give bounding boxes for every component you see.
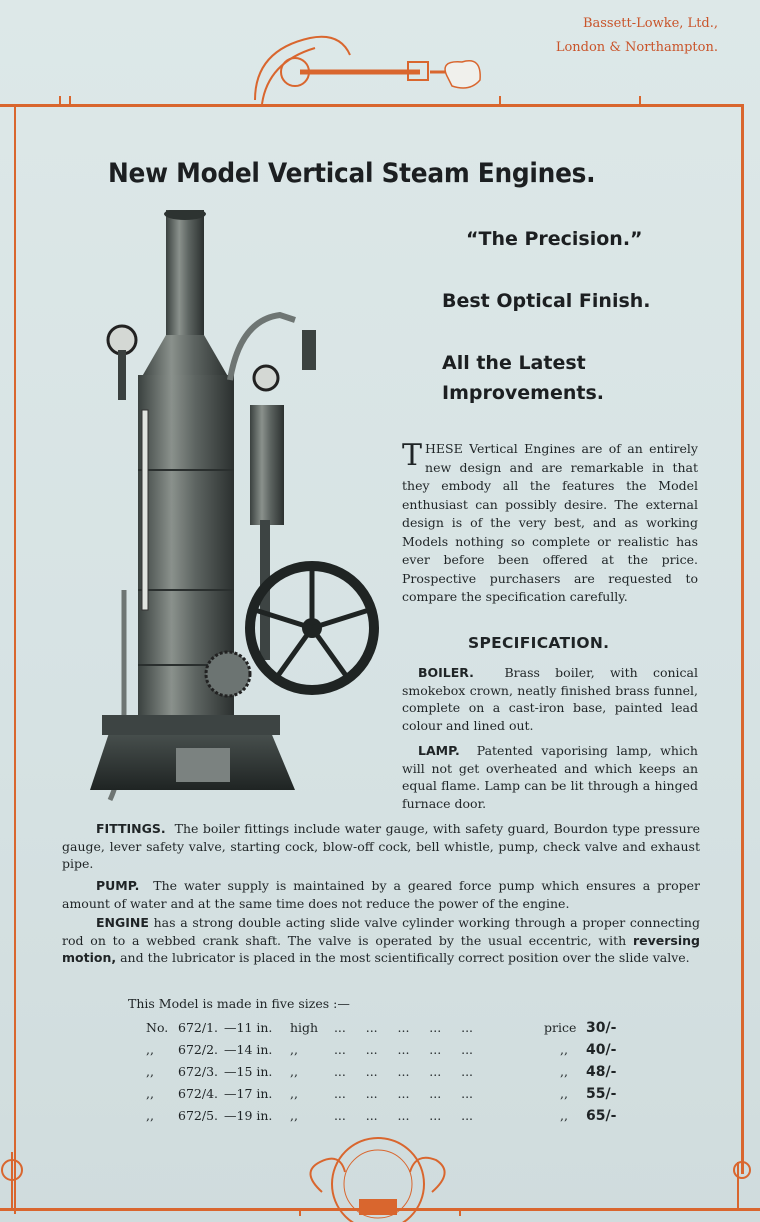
publisher-location: London & Northampton. (555, 40, 718, 55)
size-prefix: ,, (146, 1064, 154, 1079)
size-price-label: ,, (560, 1108, 568, 1123)
size-leader: ... ... ... ... ... (326, 1064, 474, 1079)
size-unit: ,, (290, 1064, 298, 1079)
size-prefix: No. (146, 1020, 169, 1035)
lamp-paragraph (402, 742, 698, 812)
size-height: —15 in. (224, 1064, 273, 1079)
drop-cap: T (402, 438, 423, 473)
pump-label: PUMP. (96, 878, 140, 893)
size-number: 672/4. (178, 1086, 218, 1101)
page-title: New Model Vertical Steam Engines. (108, 158, 596, 189)
engine-emphasis: reversing motion, (62, 932, 700, 965)
left-border (14, 104, 16, 1214)
size-prefix: ,, (146, 1042, 154, 1057)
size-leader: ... ... ... ... ... (326, 1086, 474, 1101)
size-leader: ... ... ... ... ... (326, 1108, 474, 1123)
size-leader: ... ... ... ... ... (326, 1020, 474, 1035)
size-number: 672/1. (178, 1020, 218, 1035)
size-leader: ... ... ... ... ... (326, 1042, 474, 1057)
tagline-improvements: Improvements. (442, 382, 604, 404)
size-unit: high (290, 1020, 319, 1035)
publisher-name: Bassett-Lowke, Ltd., (582, 16, 718, 31)
fittings-label: FITTINGS. (96, 821, 166, 836)
engine-label: ENGINE (96, 915, 149, 930)
tagline-finish: Best Optical Finish. (442, 290, 651, 312)
size-price-label: ,, (560, 1042, 568, 1057)
size-price: 55/- (586, 1086, 617, 1102)
size-unit: ,, (290, 1042, 298, 1057)
lamp-label: LAMP. (418, 743, 460, 758)
size-height: —14 in. (224, 1042, 273, 1057)
size-height: —19 in. (224, 1108, 273, 1123)
engine-text-after: and the lubricator is placed in the most scientifically correct position over the slide valve. (120, 950, 690, 965)
size-number: 672/3. (178, 1064, 218, 1079)
engine-paragraph (62, 914, 700, 967)
size-height: —11 in. (224, 1020, 273, 1035)
boiler-text: Brass boiler, with conical smokebox crown, neatly finished brass funnel, complete on a cast-iron base, painted lead colour and lined out. (402, 665, 699, 733)
size-price-label: ,, (560, 1064, 568, 1079)
tagline-latest: All the Latest (442, 352, 586, 374)
pump-paragraph (62, 877, 700, 912)
tagline-precision: “The Precision.” (466, 228, 643, 250)
sizes-intro: This Model is made in five sizes :— (128, 996, 350, 1011)
size-prefix: ,, (146, 1108, 154, 1123)
size-price: 65/- (586, 1108, 617, 1124)
size-unit: ,, (290, 1108, 298, 1123)
size-height: —17 in. (224, 1086, 273, 1101)
size-price: 30/- (586, 1020, 617, 1036)
size-price-label: price (544, 1020, 577, 1035)
size-row (146, 1086, 636, 1108)
engine-text-before: has a strong double acting slide valve cylinder working through a proper connecting rod on to a webbed crank shaft. The valve is operated by the usual eccentric, with (62, 915, 700, 948)
size-number: 672/2. (178, 1042, 218, 1057)
size-prefix: ,, (146, 1086, 154, 1101)
fittings-paragraph (62, 820, 700, 873)
size-row (146, 1064, 636, 1086)
boiler-label: BOILER. (418, 665, 474, 680)
size-row (146, 1108, 636, 1130)
publisher-imprint (556, 12, 718, 60)
intro-text: HESE Vertical Engines are of an entirely new design and are remarkable in that they embody all the features the Model enthusiast can possibly desire. The external design is of the very best, and as working Models nothing so complete or realistic has ever before been offered at the price. Prospective purchasers are requested to compare the specification carefully. (402, 441, 698, 604)
right-border (741, 104, 744, 1174)
fittings-text: The boiler fittings include water gauge, with safety guard, Bourdon type pressure gauge, lever safety valve, starting cock, blow-off cock, bell whistle, pump, check valve and exhaust pipe. (62, 821, 700, 871)
steam-engine-illustration (80, 210, 380, 810)
pump-text: The water supply is maintained by a geared force pump which ensures a proper amount of water and at the same time does not reduce the power of the engine. (62, 878, 700, 911)
size-price: 48/- (586, 1064, 617, 1080)
size-row (146, 1042, 636, 1064)
specification-heading: SPECIFICATION. (468, 634, 610, 652)
size-number: 672/5. (178, 1108, 218, 1123)
size-price: 40/- (586, 1042, 617, 1058)
lamp-text: Patented vaporising lamp, which will not get overheated and which keeps an equal flame. Lamp can be lit through a hinged furnace door. (402, 743, 698, 811)
intro-paragraph (402, 440, 698, 607)
boiler-paragraph (402, 664, 698, 734)
size-unit: ,, (290, 1086, 298, 1101)
size-row (146, 1020, 636, 1042)
size-price-label: ,, (560, 1086, 568, 1101)
